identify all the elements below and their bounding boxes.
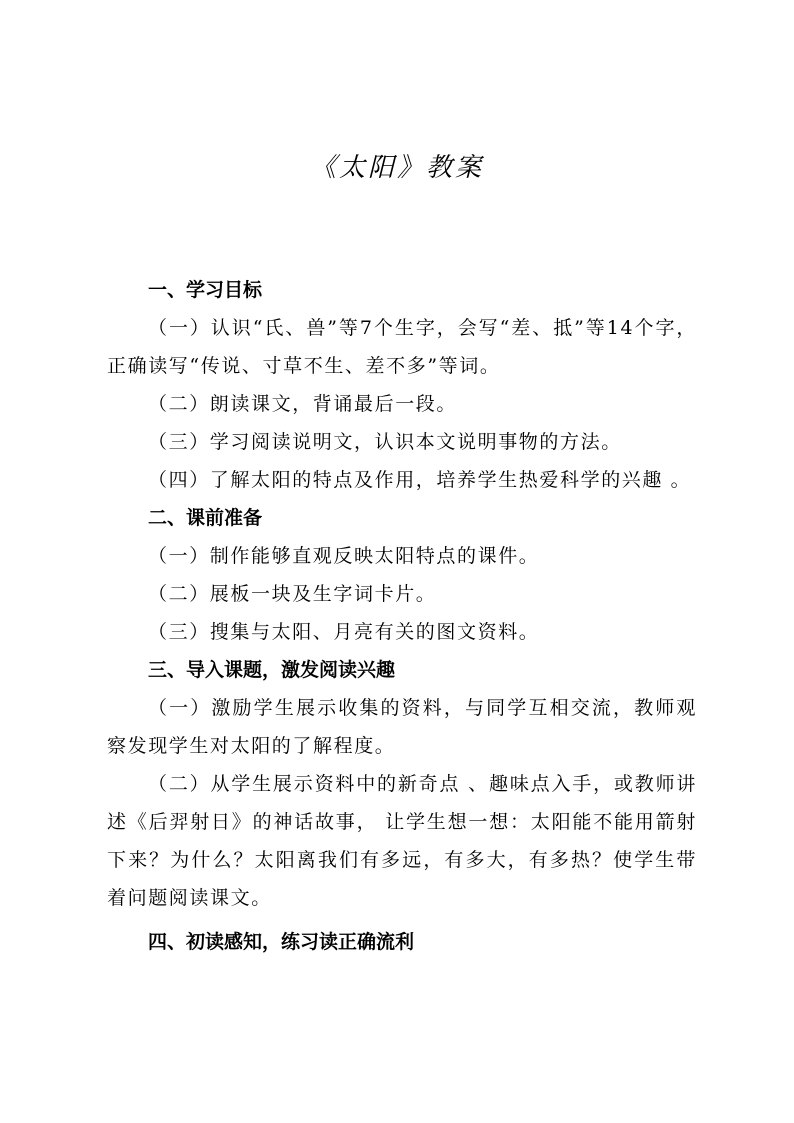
paragraph: （一）认识“氏、兽”等7个生字，会写“差、抵”等14个字，正确读写“传说、寸草不生、差不多”等词。 [107, 317, 697, 377]
paragraph: （三）学习阅读说明文，认识本文说明事物的方法。 [148, 431, 622, 453]
document-body [107, 271, 697, 961]
section-heading-first-reading: 四、初读感知，练习读正确流利 [148, 931, 415, 953]
section-heading-preparation: 二、课前准备 [148, 507, 263, 529]
paragraph: （四）了解太阳的特点及作用，培养学生热爱科学的兴趣 。 [148, 469, 692, 491]
document-title: 《太阳》教案 [309, 153, 484, 183]
paragraph: （三）搜集与太阳、月亮有关的图文资料。 [148, 621, 540, 643]
paragraph: （二）从学生展示资料中的新奇点 、趣味点入手，或教师讲述《后羿射日》的神话故事， 让学生想一想：太阳能不能用箭射下来？为什么？太阳离我们有多远，有多大，有多热？使学生带着问题阅读课文。 [107, 773, 697, 909]
paragraph: （二）展板一块及生字词卡片。 [148, 583, 437, 605]
paragraph: （一）制作能够直观反映太阳特点的课件。 [148, 545, 540, 567]
section-heading-objectives: 一、学习目标 [148, 279, 263, 301]
paragraph: （一）激励学生展示收集的资料，与同学互相交流，教师观察发现学生对太阳的了解程度。 [107, 697, 697, 757]
paragraph: （二）朗读课文，背诵最后一段。 [148, 393, 458, 415]
section-heading-introduction: 三、导入课题，激发阅读兴趣 [148, 659, 396, 681]
